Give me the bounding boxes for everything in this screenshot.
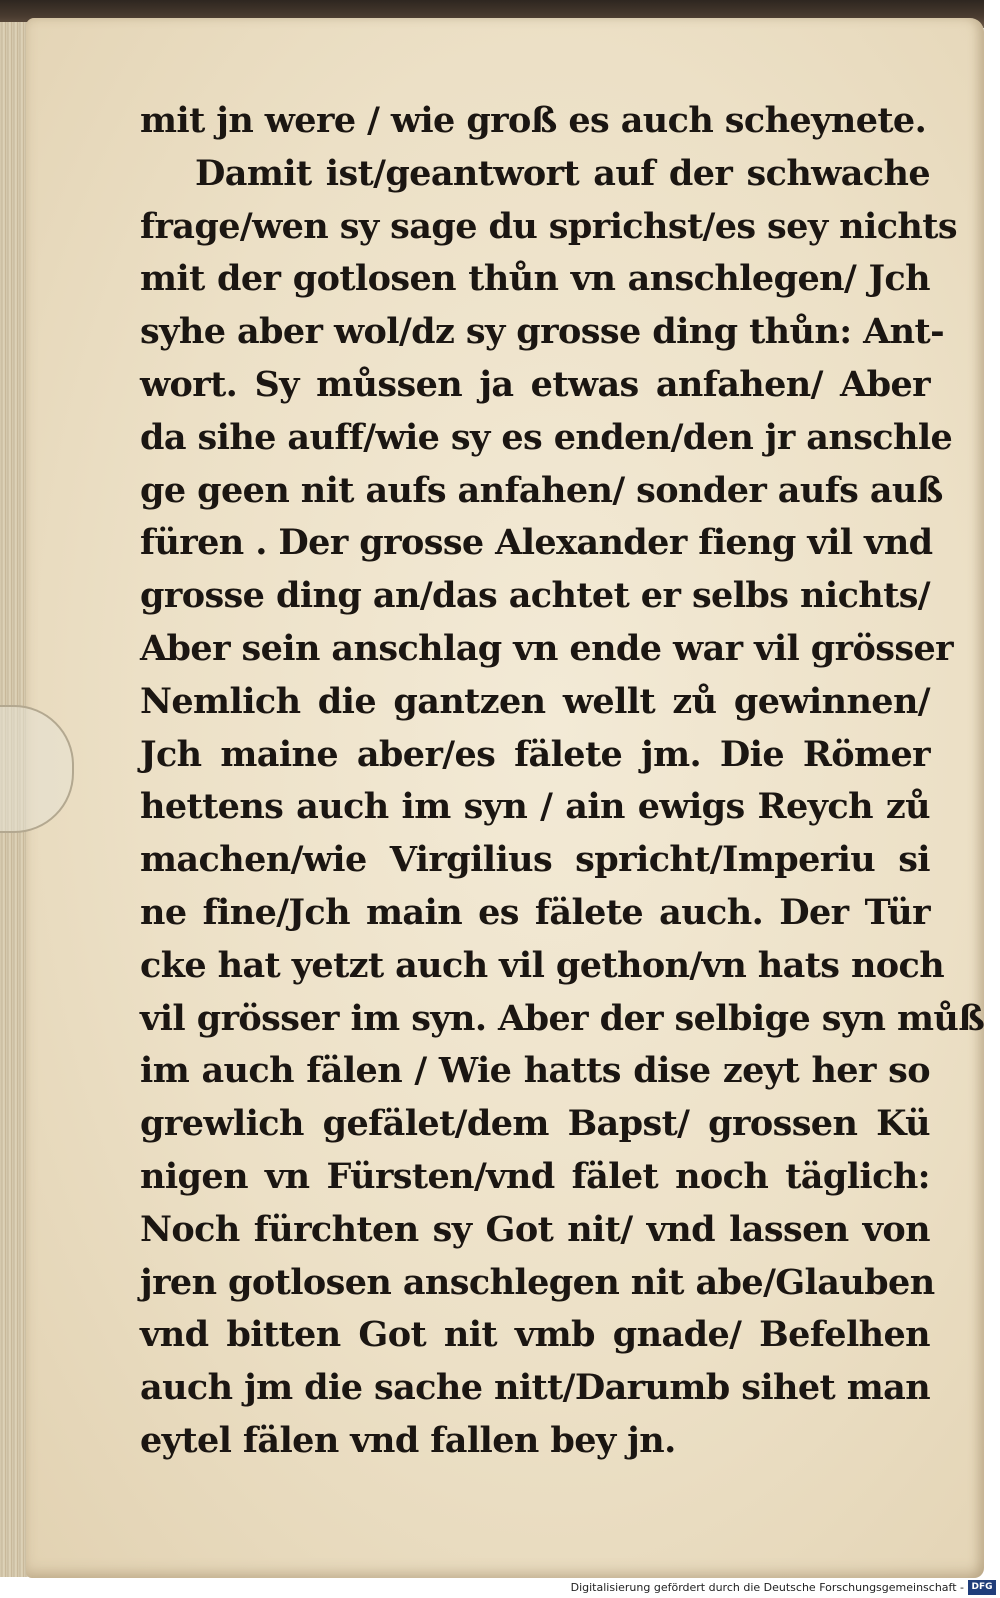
text-line: Aber sein anschlag vn ende war vil grösser <box>140 627 953 669</box>
text-line: grewlich gefälet/dem Bapst/ grossen Kü <box>140 1103 930 1145</box>
digitization-footer <box>0 1578 1000 1598</box>
text-line: cke hat yetzt auch vil gethon/vn hats noch <box>140 944 945 986</box>
text-line: Jch maine aber/es fälete jm. Die Römer <box>140 733 930 775</box>
funding-credit: Digitalisierung gefördert durch die Deutsche Forschungsgemeinschaft - <box>570 1581 964 1594</box>
text-line: Nemlich die gantzen wellt zů gewinnen/ <box>140 680 930 722</box>
dfg-logo-icon: DFG <box>968 1580 996 1595</box>
text-line: vil grösser im syn. Aber der selbige syn můß <box>140 997 985 1039</box>
text-line: hettens auch im syn / ain ewigs Reych zů <box>140 786 930 828</box>
text-line: wort. Sy můssen ja etwas anfahen/ Aber <box>140 363 930 405</box>
text-line: nigen vn Fürsten/vnd fälet noch täglich: <box>140 1155 930 1197</box>
right-margin <box>984 0 1000 1578</box>
text-line: Noch fürchten sy Got nit/ vnd lassen von <box>140 1208 930 1250</box>
text-line: Damit ist/geantwort auf der schwache <box>195 152 930 194</box>
text-line: mit der gotlosen thůn vn anschlegen/ Jch <box>140 258 930 300</box>
text-line: auch jm die sache nitt/Darumb sihet man <box>140 1367 931 1409</box>
text-line: syhe aber wol/dz sy grosse ding thůn: Ant- <box>140 311 944 353</box>
text-line: jren gotlosen anschlegen nit abe/Glauben <box>140 1261 935 1303</box>
text-line: grosse ding an/das achtet er selbs nichts/ <box>140 575 930 617</box>
text-line: im auch fälen / Wie hatts dise zeyt her so <box>140 1050 930 1092</box>
text-line: frage/wen sy sage du sprichst/es sey nichts <box>140 205 957 247</box>
text-line: füren . Der grosse Alexander fieng vil vnd <box>140 522 933 564</box>
text-line: eytel fälen vnd fallen bey jn. <box>140 1419 676 1461</box>
text-line: ge geen nit aufs anfahen/ sonder aufs auß <box>140 469 943 511</box>
text-line: mit jn were / wie groß es auch scheynete. <box>140 100 927 141</box>
body-text <box>140 95 985 1468</box>
text-line: machen/wie Virgilius spricht/Imperiu si <box>140 839 930 881</box>
text-line: vnd bitten Got nit vmb gnade/ Befelhen <box>140 1314 930 1356</box>
text-line: da sihe auff/wie sy es enden/den jr anschle <box>140 416 953 458</box>
text-line: ne fine/Jch main es fälete auch. Der Tür <box>140 891 930 933</box>
